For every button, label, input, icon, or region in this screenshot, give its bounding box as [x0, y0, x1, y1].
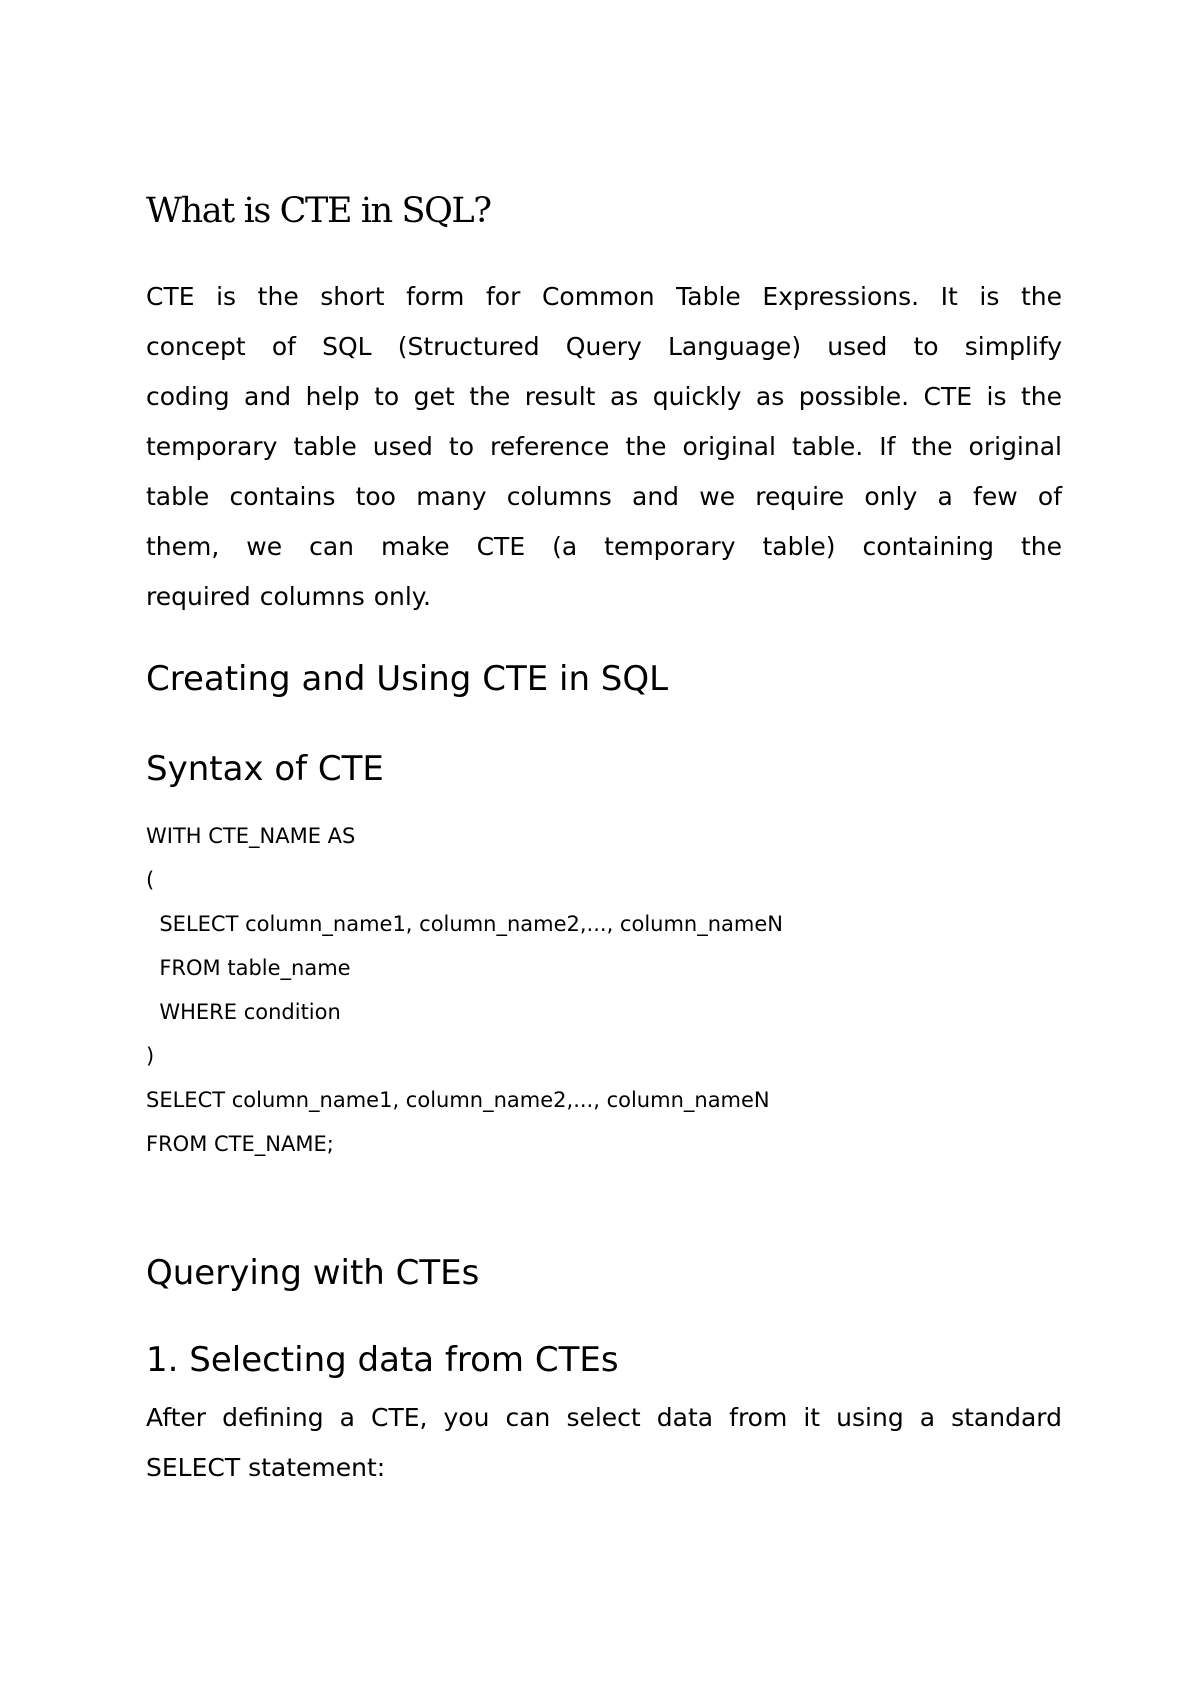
intro-paragraph — [146, 272, 1062, 622]
intro-line: CTE is the short form for Common Table Expressions. It is the — [146, 282, 1062, 311]
intro-line: table contains too many columns and we require only a few of — [146, 482, 1062, 511]
code-line: FROM table_name — [146, 956, 351, 980]
code-line: SELECT column_name1, column_name2,..., column_nameN — [146, 912, 783, 936]
section-heading-syntax: Syntax of CTE — [146, 749, 384, 789]
code-block — [146, 814, 783, 1166]
section-heading-selecting: 1. Selecting data from CTEs — [146, 1340, 619, 1380]
selecting-line: SELECT statement: — [146, 1453, 386, 1482]
code-line: WHERE condition — [146, 1000, 341, 1024]
code-line: ( — [146, 868, 155, 892]
selecting-paragraph — [146, 1393, 1062, 1493]
intro-line: coding and help to get the result as quickly as possible. CTE is the — [146, 382, 1062, 411]
intro-line: temporary table used to reference the original table. If the original — [146, 432, 1062, 461]
intro-line: concept of SQL (Structured Query Language) used to simplify — [146, 332, 1062, 361]
selecting-line: After defining a CTE, you can select data from it using a standard — [146, 1403, 1062, 1432]
code-line: ) — [146, 1044, 155, 1068]
section-heading-creating: Creating and Using CTE in SQL — [146, 659, 669, 699]
page-title: What is CTE in SQL? — [146, 191, 491, 231]
code-line: FROM CTE_NAME; — [146, 1132, 334, 1156]
code-line: SELECT column_name1, column_name2,..., column_nameN — [146, 1088, 770, 1112]
code-line: WITH CTE_NAME AS — [146, 824, 356, 848]
section-heading-querying: Querying with CTEs — [146, 1253, 480, 1293]
intro-line: required columns only. — [146, 582, 431, 611]
intro-line: them, we can make CTE (a temporary table) containing the — [146, 532, 1062, 561]
